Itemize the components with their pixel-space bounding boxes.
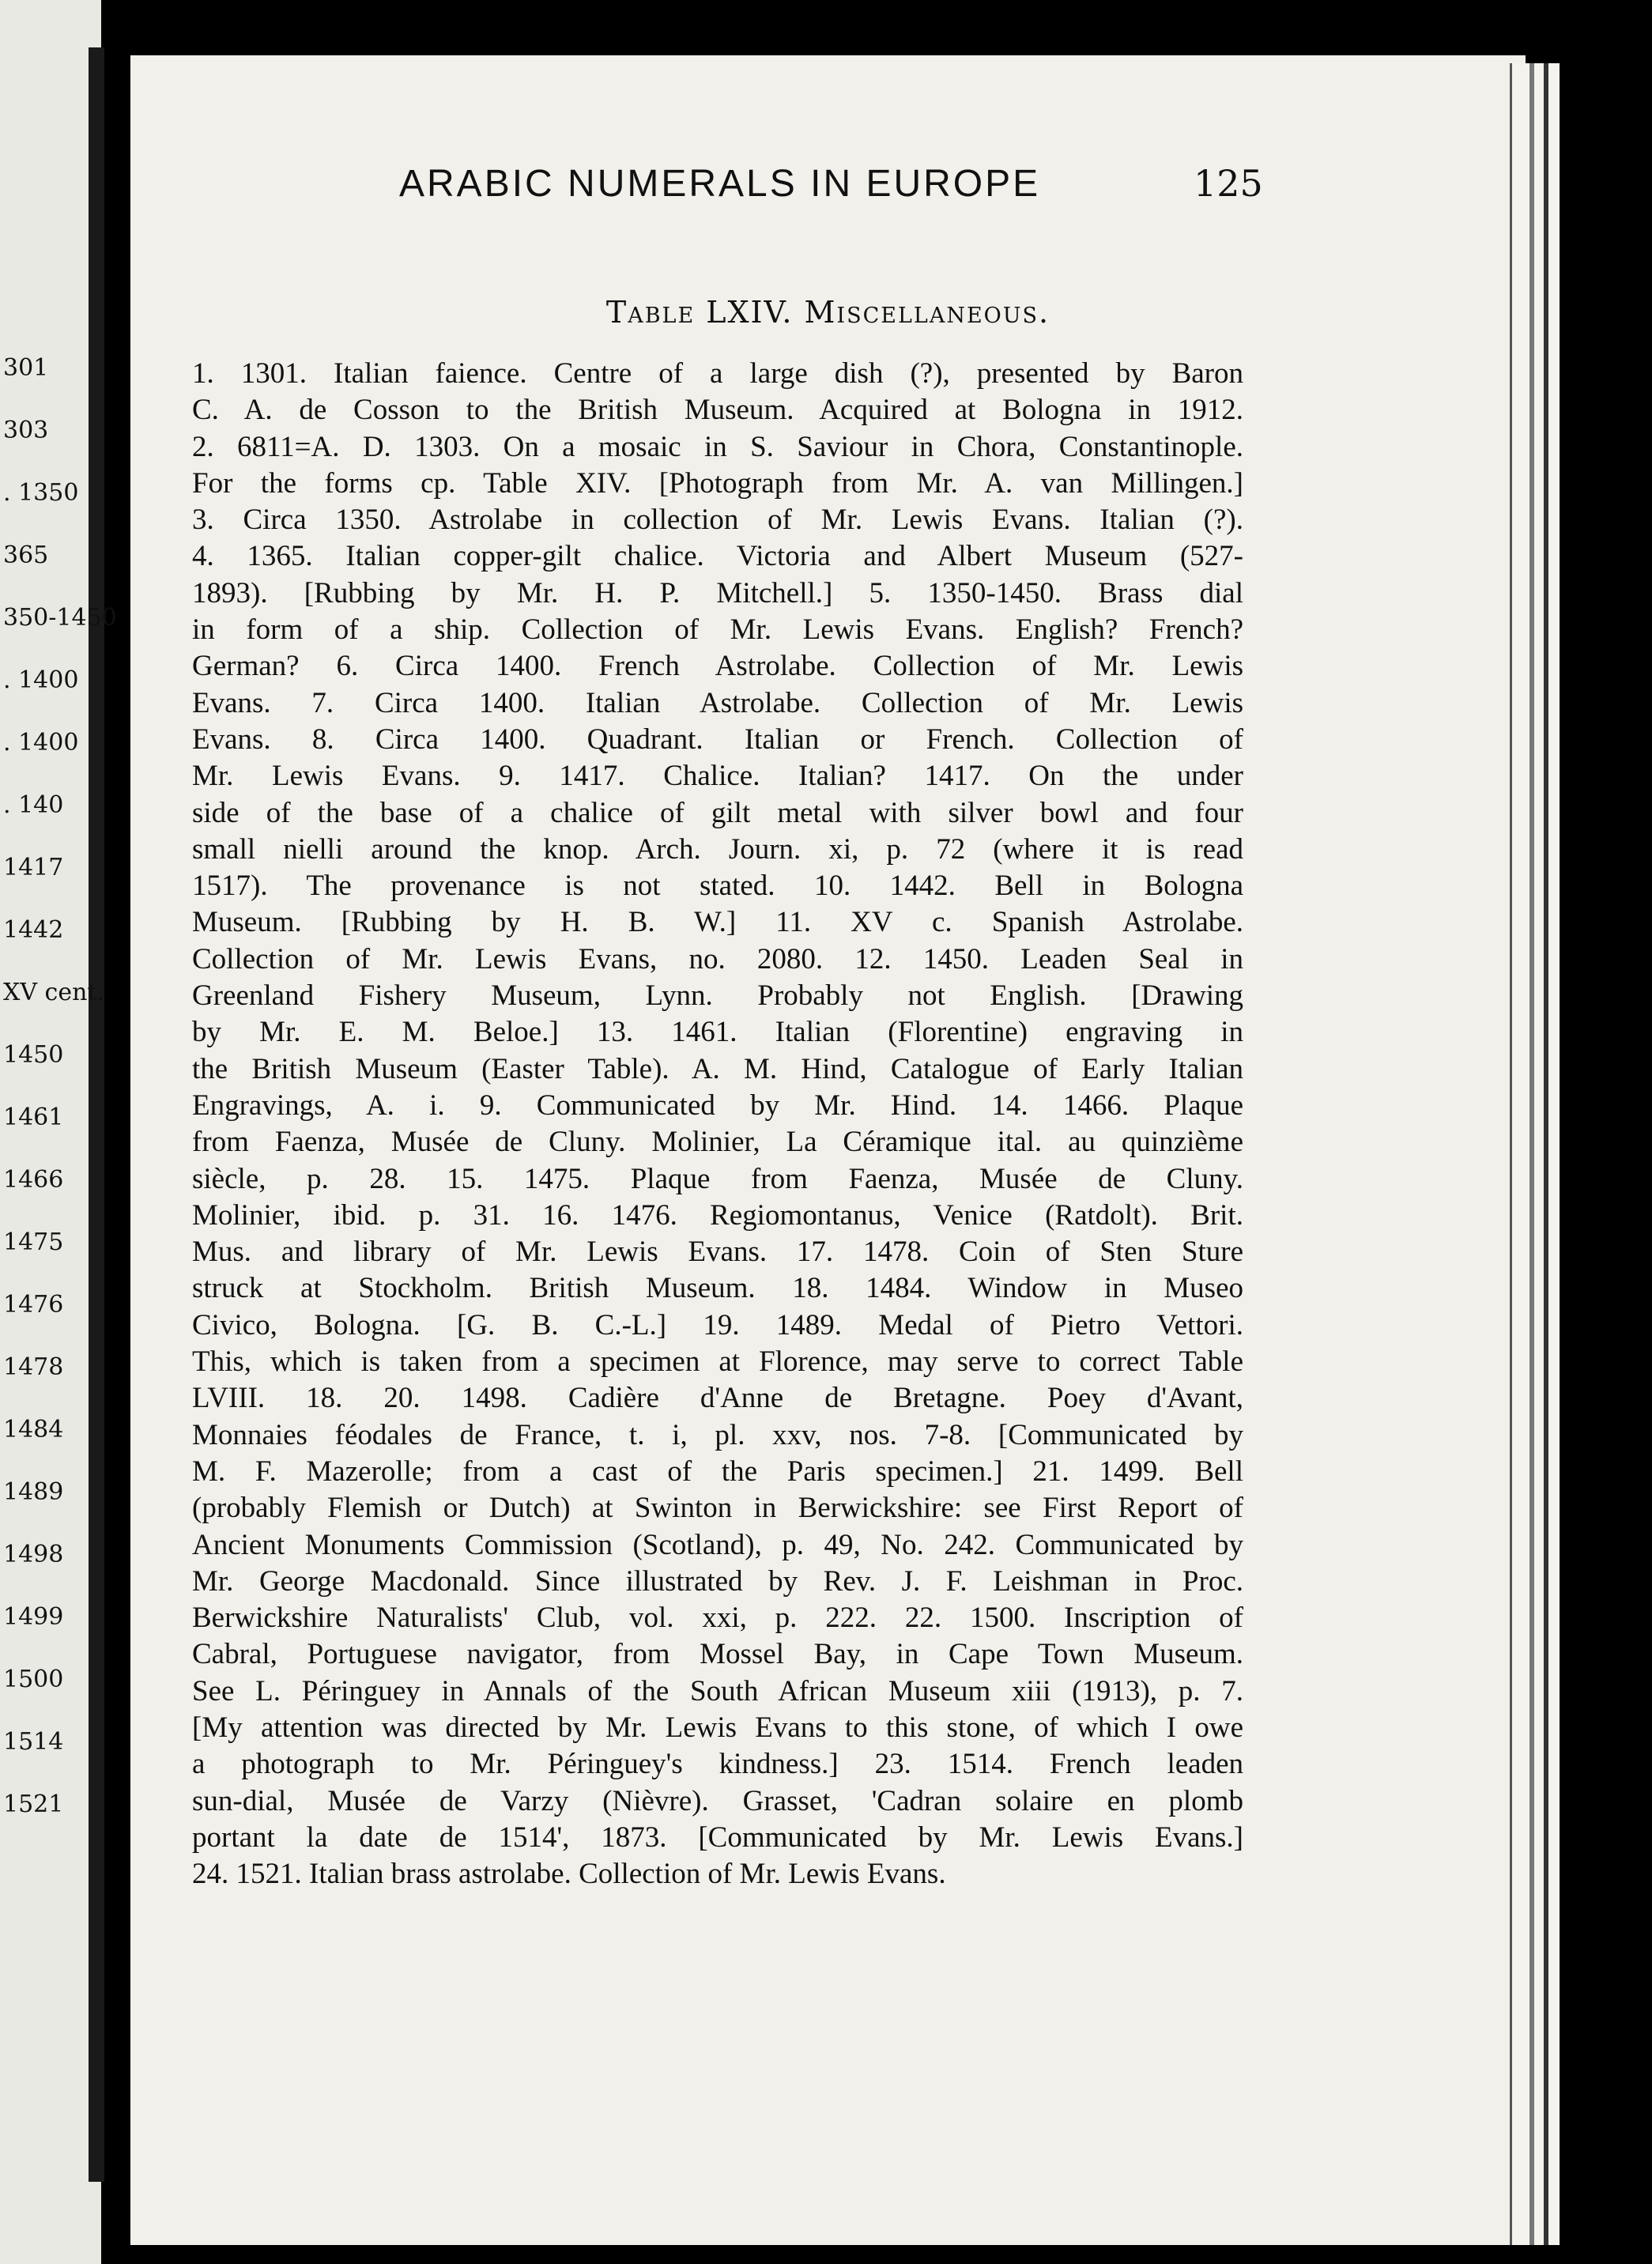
text-line: Greenland Fishery Museum, Lynn. Probably not English. [Drawing	[192, 979, 1243, 1013]
text-line: See L. Péringuey in Annals of the South African Museum xiii (1913), p. 7.	[192, 1674, 1243, 1707]
table-title: Table LXIV. Miscellaneous.	[605, 295, 1050, 330]
text-line: in form of a ship. Collection of Mr. Lewis Evans. English? French?	[192, 613, 1243, 647]
text-line: Berwickshire Naturalists' Club, vol. xxi, p. 222. 22. 1500. Inscription of	[192, 1602, 1243, 1635]
text-line: Engravings, A. i. 9. Communicated by Mr. Hind. 14. 1466. Plaque	[192, 1089, 1243, 1122]
text-line: a photograph to Mr. Péringuey's kindness.] 23. 1514. French leaden	[192, 1748, 1243, 1781]
text-line: Molinier, ibid. p. 31. 16. 1476. Regiomontanus, Venice (Ratdolt). Brit.	[192, 1198, 1243, 1232]
running-head-title: ARABIC NUMERALS IN EUROPE	[399, 163, 1041, 205]
text-line: Mr. Lewis Evans. 9. 1417. Chalice. Italian? 1417. On the under	[192, 760, 1243, 793]
margin-number: 1521	[3, 1790, 64, 1818]
text-line: Cabral, Portuguese navigator, from Mossel Bay, in Cape Town Museum.	[192, 1638, 1243, 1671]
text-line: Museum. [Rubbing by H. B. W.] 11. XV c. Spanish Astrolabe.	[192, 906, 1243, 939]
margin-number: . 1400	[3, 666, 79, 694]
text-line: C. A. de Cosson to the British Museum. Acquired at Bologna in 1912.	[192, 394, 1243, 427]
text-line: 1. 1301. Italian faience. Centre of a large dish (?), presented by Baron	[192, 357, 1243, 390]
text-line: 3. Circa 1350. Astrolabe in collection of Mr. Lewis Evans. Italian (?).	[192, 504, 1243, 537]
margin-number: 1450	[3, 1041, 64, 1069]
text-line: [My attention was directed by Mr. Lewis Evans to this stone, of which I owe	[192, 1711, 1243, 1744]
text-line: 4. 1365. Italian copper-gilt chalice. Victoria and Albert Museum (527-	[192, 540, 1243, 573]
facing-page-edge	[0, 0, 117, 2264]
text-line: by Mr. E. M. Beloe.] 13. 1461. Italian (Florentine) engraving in	[192, 1016, 1243, 1049]
text-line: This, which is taken from a specimen at Florence, may serve to correct Table	[192, 1345, 1243, 1379]
text-line: the British Museum (Easter Table). A. M. Hind, Catalogue of Early Italian	[192, 1052, 1243, 1085]
text-line: portant la date de 1514', 1873. [Communicated by Mr. Lewis Evans.]	[192, 1821, 1243, 1854]
text-line: For the forms cp. Table XIV. [Photograph from Mr. A. van Millingen.]	[192, 466, 1243, 500]
text-line: Evans. 7. Circa 1400. Italian Astrolabe. Collection of Mr. Lewis	[192, 686, 1243, 719]
margin-number: 303	[3, 417, 49, 444]
text-line: Evans. 8. Circa 1400. Quadrant. Italian or French. Collection of	[192, 723, 1243, 756]
text-line: small nielli around the knop. Arch. Journ. xi, p. 72 (where it is read	[192, 832, 1243, 866]
page-number: 125	[1194, 162, 1263, 205]
margin-number: 301	[3, 354, 49, 382]
margin-number: 1417	[3, 854, 64, 881]
text-line: side of the base of a chalice of gilt metal with silver bowl and four	[192, 796, 1243, 829]
text-line: struck at Stockholm. British Museum. 18. 1484. Window in Museo	[192, 1272, 1243, 1305]
text-line: 2. 6811=A. D. 1303. On a mosaic in S. Saviour in Chora, Constantinople.	[192, 430, 1243, 463]
binding-shadow	[89, 47, 104, 2182]
text-line: LVIII. 18. 20. 1498. Cadière d'Anne de Bretagne. Poey d'Avant,	[192, 1382, 1243, 1415]
margin-number: 1476	[3, 1291, 64, 1319]
page-stack-edge	[1510, 63, 1560, 2245]
text-line: siècle, p. 28. 15. 1475. Plaque from Faenza, Musée de Cluny.	[192, 1162, 1243, 1195]
text-line: German? 6. Circa 1400. French Astrolabe. Collection of Mr. Lewis	[192, 650, 1243, 683]
running-head	[130, 162, 1526, 217]
text-line: 1517). The provenance is not stated. 10. 1442. Bell in Bologna	[192, 870, 1243, 903]
margin-number: 1466	[3, 1166, 64, 1194]
text-line: 24. 1521. Italian brass astrolabe. Collection of Mr. Lewis Evans.	[192, 1858, 946, 1891]
margin-number: 1442	[3, 916, 64, 944]
margin-number: . 1400	[3, 729, 79, 757]
margin-number: 1499	[3, 1603, 64, 1631]
text-line: M. F. Mazerolle; from a cast of the Paris specimen.] 21. 1499. Bell	[192, 1455, 1243, 1488]
margin-number: 1498	[3, 1541, 64, 1568]
text-line: Mr. George Macdonald. Since illustrated by Rev. J. F. Leishman in Proc.	[192, 1564, 1243, 1598]
text-line: Mus. and library of Mr. Lewis Evans. 17. 1478. Coin of Sten Sture	[192, 1236, 1243, 1269]
margin-number: 1461	[3, 1104, 64, 1131]
margin-number: 1484	[3, 1416, 64, 1443]
text-line: Collection of Mr. Lewis Evans, no. 2080. 12. 1450. Leaden Seal in	[192, 942, 1243, 975]
margin-number: 350-1450	[3, 604, 117, 632]
margin-number: . 1350	[3, 479, 79, 507]
margin-number: 1478	[3, 1353, 64, 1381]
text-line: Monnaies féodales de France, t. i, pl. xxv, nos. 7-8. [Communicated by	[192, 1418, 1243, 1451]
text-line: sun-dial, Musée de Varzy (Nièvre). Grasset, 'Cadran solaire en plomb	[192, 1784, 1243, 1817]
text-line: Ancient Monuments Commission (Scotland), p. 49, No. 242. Communicated by	[192, 1528, 1243, 1561]
margin-number: 1514	[3, 1728, 64, 1756]
body-text	[192, 356, 1243, 1892]
margin-number: 365	[3, 541, 49, 569]
margin-number: . 140	[3, 791, 64, 819]
text-line: from Faenza, Musée de Cluny. Molinier, La Céramique ital. au quinzième	[192, 1126, 1243, 1159]
margin-number: 1489	[3, 1478, 64, 1506]
book-page	[130, 55, 1526, 2245]
text-line: 1893). [Rubbing by Mr. H. P. Mitchell.] 5. 1350-1450. Brass dial	[192, 576, 1243, 609]
text-line: Civico, Bologna. [G. B. C.-L.] 19. 1489. Medal of Pietro Vettori.	[192, 1308, 1243, 1341]
margin-number: 1500	[3, 1666, 64, 1693]
text-line: (probably Flemish or Dutch) at Swinton in Berwickshire: see First Report of	[192, 1492, 1243, 1525]
margin-number: 1475	[3, 1228, 64, 1256]
margin-number: XV cent.	[3, 979, 105, 1006]
